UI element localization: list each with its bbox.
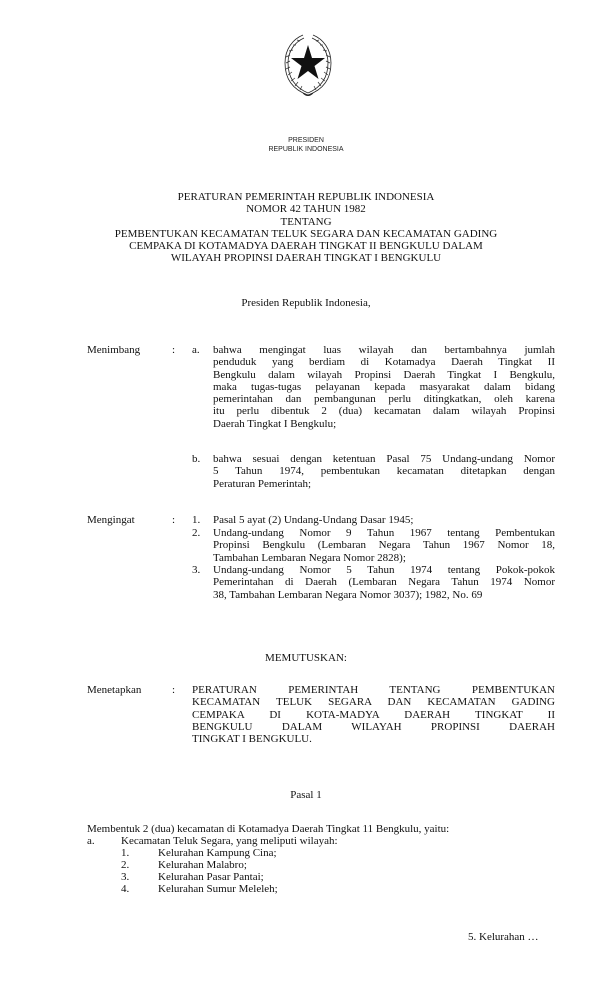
text-line: penduduk yang berdiam di Kotamadya Daerah Tingkat II (213, 356, 555, 369)
page-continuation: 5. Kelurahan … (468, 931, 539, 943)
emblem-caption (0, 136, 612, 154)
text-line: Pasal 5 ayat (2) Undang-Undang Dasar 1945; (213, 514, 414, 526)
title-number: NOMOR 42 TAHUN 1982 (246, 203, 366, 216)
menimbang-item-a (213, 344, 555, 430)
menetapkan-text (192, 684, 555, 745)
kelurahan-item: Kelurahan Malabro; (158, 859, 247, 871)
kelurahan-item: Kelurahan Pasar Pantai; (158, 871, 264, 883)
garuda-star-emblem-icon (281, 27, 335, 99)
text-line: Propinsi Bengkulu (Lembaran Negara Tahun 1967 Nomor 18, (213, 539, 555, 552)
menetapkan-colon: : (172, 684, 176, 696)
text-line: BENGKULU DALAM WILAYAH PROPINSI DAERAH (192, 720, 555, 733)
text-line: Tambahan Lembaran Negara Nomor 2828); (213, 551, 406, 564)
text-line: CEMPAKA DI KOTA-MADYA DAERAH TINGKAT II (192, 708, 555, 721)
kelurahan-marker: 4. (121, 883, 130, 895)
mengingat-marker-3: 3. (192, 564, 201, 576)
text-line: itu perlu dibentuk 2 (dua) kecamatan dalam wilayah Propinsi (213, 405, 555, 418)
mengingat-item-1 (213, 514, 555, 526)
mengingat-marker-2: 2. (192, 527, 201, 539)
caption-republik: REPUBLIK INDONESIA (268, 146, 344, 153)
kelurahan-marker: 1. (121, 847, 130, 859)
text-line: bahwa sesuai dengan ketentuan Pasal 75 Undang-undang Nomor (213, 453, 555, 465)
title-tentang: TENTANG (280, 215, 332, 228)
text-line: maka tugas-tugas pelayanan kepada masyarakat dalam bidang (213, 380, 555, 393)
text-line: Daerah Tingkat I Bengkulu; (213, 417, 337, 430)
caption-presiden: PRESIDEN (288, 137, 324, 144)
mengingat-label: Mengingat (87, 514, 135, 526)
pasal-1-heading: Pasal 1 (290, 789, 322, 801)
menetapkan-label: Menetapkan (87, 684, 142, 696)
kelurahan-marker: 2. (121, 859, 130, 871)
menimbang-label: Menimbang (87, 344, 141, 356)
title-line: WILAYAH PROPINSI DAERAH TINGKAT I BENGKULU (170, 252, 442, 265)
title-line: PEMBENTUKAN KECAMATAN TELUK SEGARA DAN KECAMATAN GADING (114, 227, 498, 240)
kelurahan-item: Kelurahan Sumur Meleleh; (158, 883, 278, 895)
text-line: Bengkulu dalam wilayah Propinsi Daerah Tingkat I Bengkulu, (213, 368, 555, 381)
text-line: TINGKAT I BENGKULU. (192, 733, 312, 746)
mengingat-marker-1: 1. (192, 514, 201, 526)
text-line: bahwa mengingat luas wilayah dan bertambahnya jumlah (213, 344, 555, 356)
text-line: Undang-undang Nomor 5 Tahun 1974 tentang Pokok-pokok (213, 564, 555, 576)
sub-a-marker: a. (87, 835, 95, 847)
menimbang-item-b (213, 453, 555, 490)
mengingat-item-2 (213, 527, 555, 564)
mengingat-item-3 (213, 564, 555, 601)
kelurahan-item: Kelurahan Kampung Cina; (158, 847, 277, 859)
text-line: KECAMATAN TELUK SEGARA DAN KECAMATAN GADING (192, 696, 555, 709)
mengingat-colon: : (172, 514, 176, 526)
title-line: CEMPAKA DI KOTAMADYA DAERAH TINGKAT II BENGKULU DALAM (129, 240, 483, 253)
text-line: 5 Tahun 1974, pembentukan kecamatan ditetapkan dengan (213, 465, 555, 478)
title-line: PERATURAN PEMERINTAH REPUBLIK INDONESIA (177, 191, 435, 203)
text-line: pemerintahan dan pembangunan perlu ditingkatkan, oleh karena (213, 393, 555, 406)
text-line: PERATURAN PEMERINTAH TENTANG PEMBENTUKAN (192, 684, 555, 696)
preamble: Presiden Republik Indonesia, (241, 297, 371, 309)
pasal-1-intro: Membentuk 2 (dua) kecamatan di Kotamadya Daerah Tingkat 11 Bengkulu, yaitu: (87, 823, 450, 835)
document-title (0, 191, 612, 265)
menimbang-marker-a: a. (192, 344, 200, 356)
text-line: Undang-undang Nomor 9 Tahun 1967 tentang Pembentukan (213, 527, 555, 539)
text-line: Pemerintahan di Daerah (Lembaran Negara Tahun 1974 Nomor (213, 576, 555, 589)
kelurahan-marker: 3. (121, 871, 130, 883)
menimbang-marker-b: b. (192, 453, 201, 465)
menimbang-colon: : (172, 344, 176, 356)
text-line: Peraturan Pemerintah; (213, 477, 312, 490)
text-line: 38, Tambahan Lembaran Negara Nomor 3037); 1982, No. 69 (213, 588, 483, 601)
sub-a-text: Kecamatan Teluk Segara, yang meliputi wilayah: (121, 835, 338, 847)
memutuskan-heading: MEMUTUSKAN: (265, 652, 347, 664)
